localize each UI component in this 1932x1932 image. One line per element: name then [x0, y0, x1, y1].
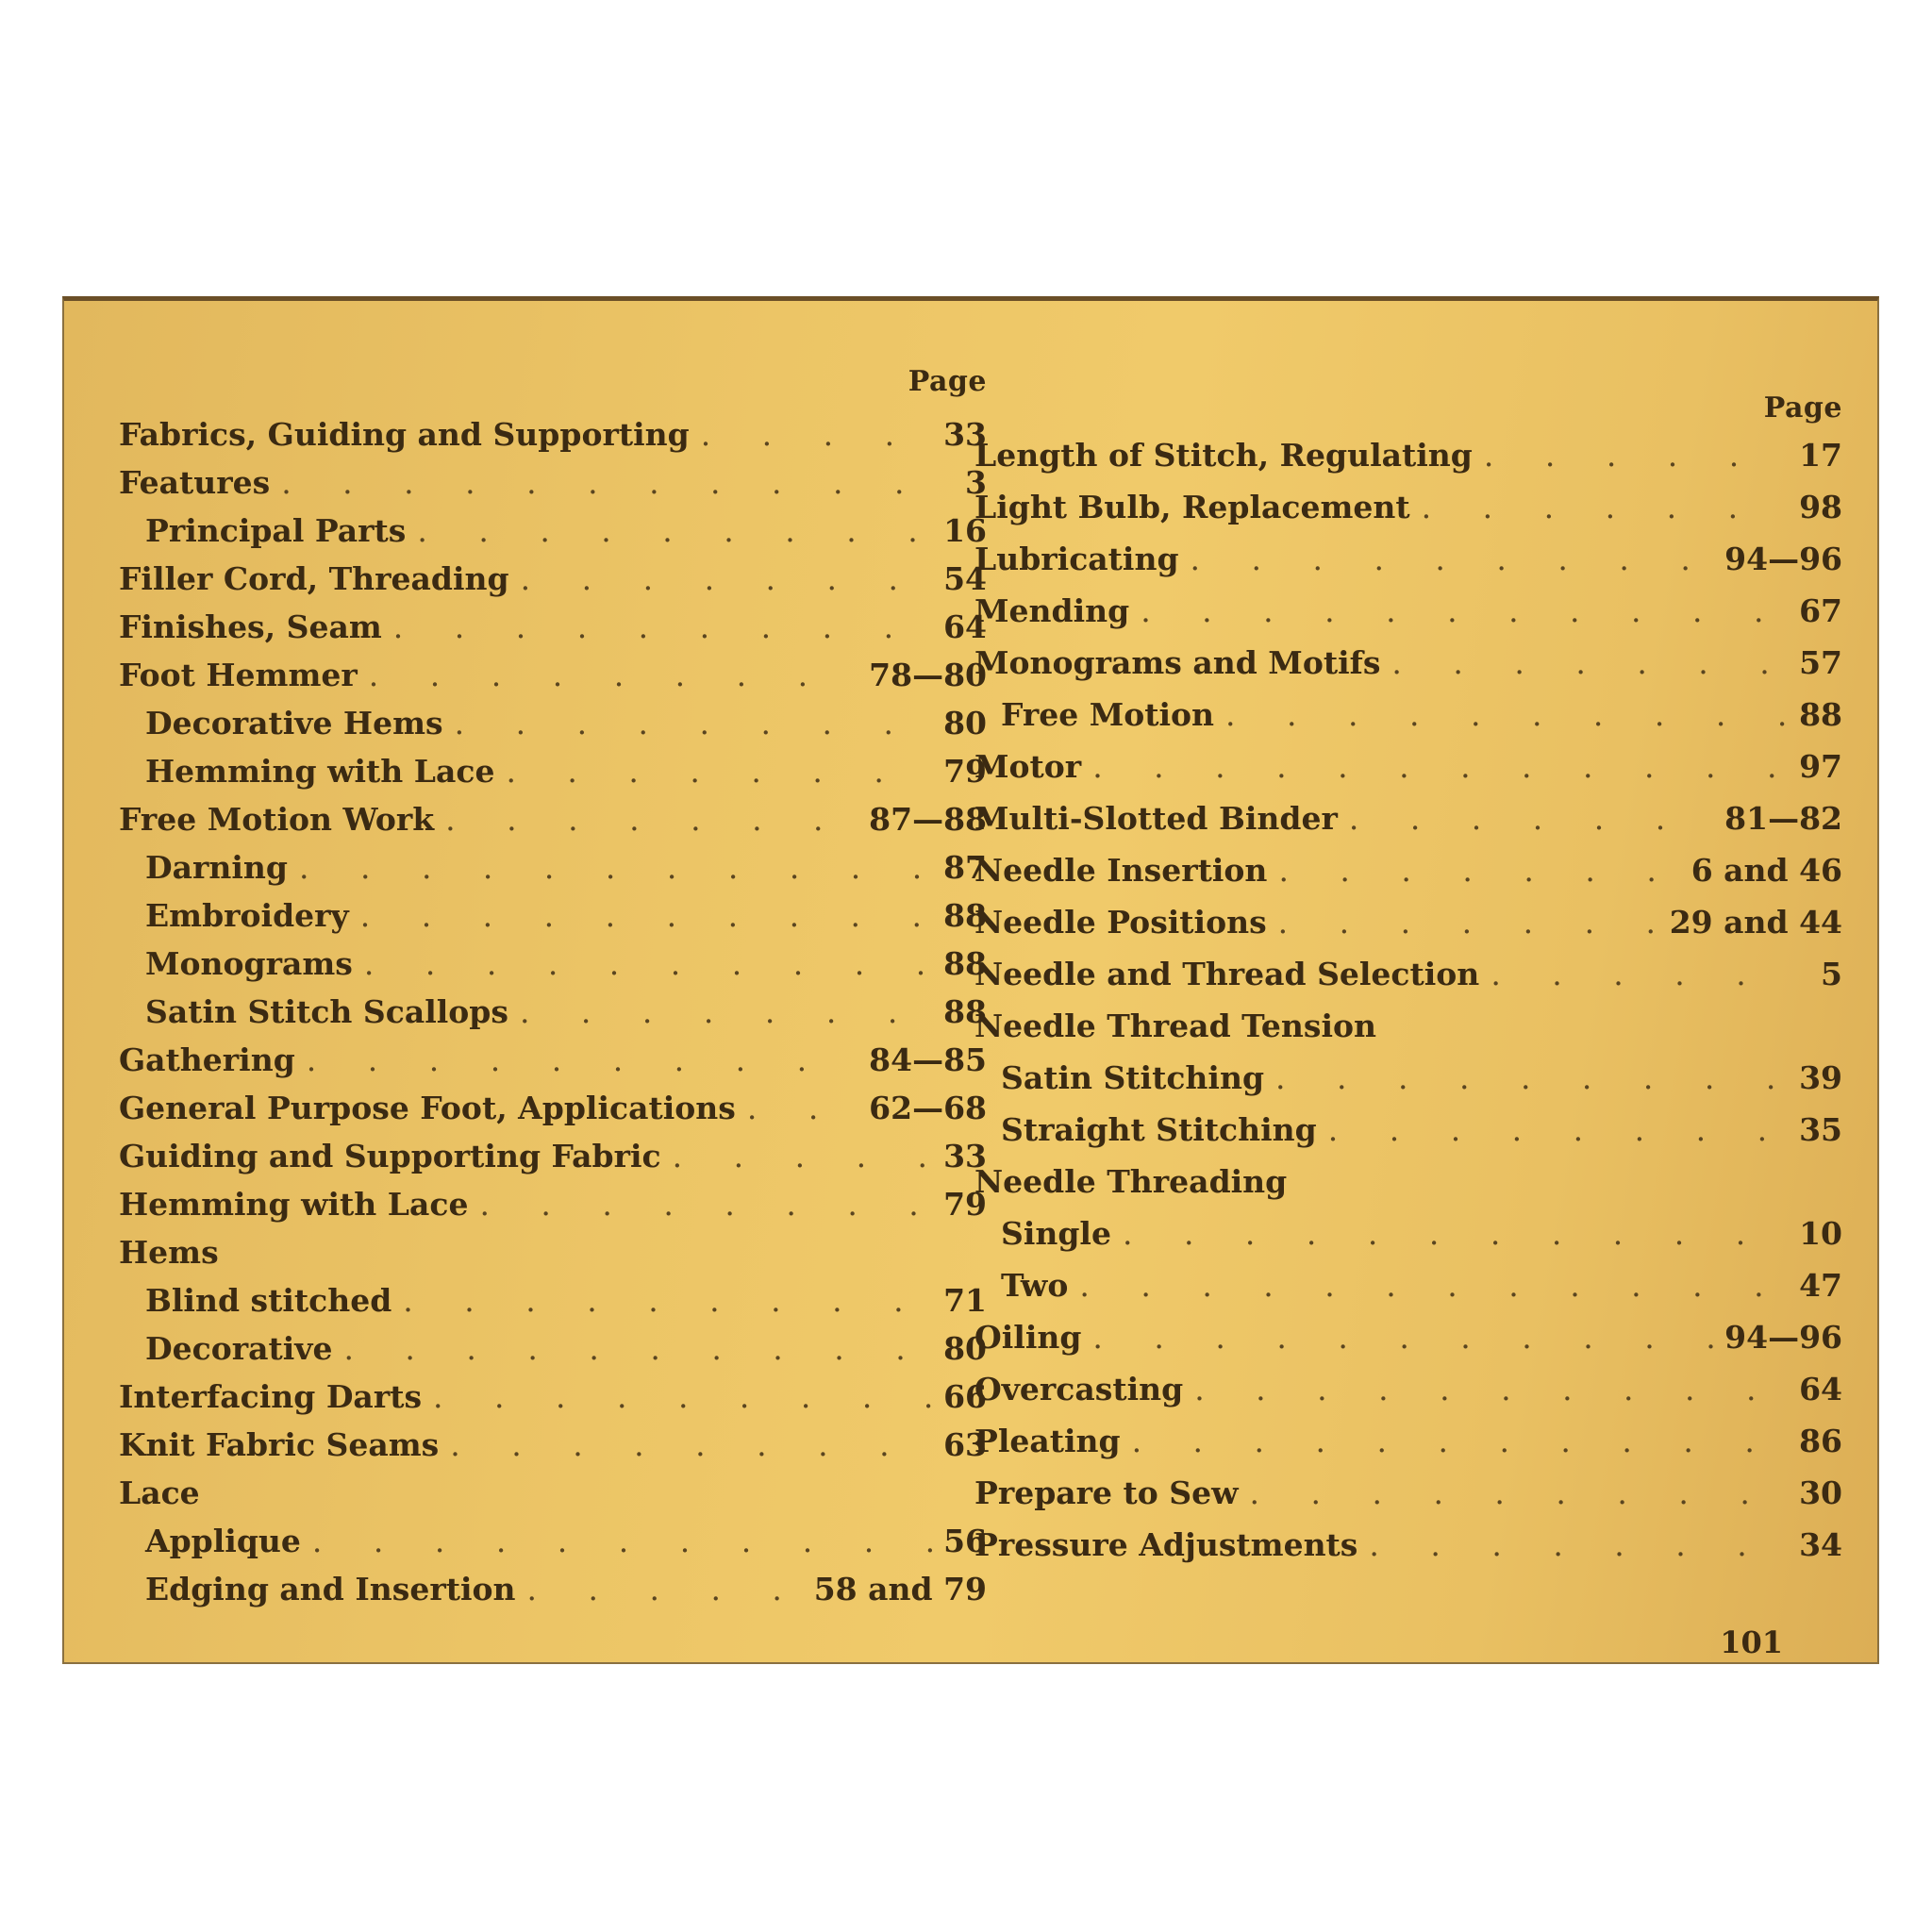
index-entry: [119, 1180, 987, 1228]
index-entry: [974, 689, 1842, 741]
index-entry-page: 86: [1799, 1423, 1842, 1459]
index-entry-page: 64: [1799, 1371, 1842, 1407]
index-entry-label: Edging and Insertion: [145, 1571, 516, 1607]
index-entry-page: 80: [943, 705, 987, 741]
index-entry-page: 33: [943, 416, 987, 453]
index-entry: [974, 741, 1842, 792]
index-entries-right: [974, 429, 1842, 1571]
index-entry-page: 30: [1799, 1474, 1842, 1511]
index-entry-page: 98: [1799, 489, 1842, 525]
index-entry-page: 88: [943, 945, 987, 982]
index-entry-label: Needle Threading: [974, 1163, 1288, 1200]
index-entry-page: 71: [943, 1282, 987, 1319]
index-entry: [974, 1052, 1842, 1104]
dot-leader: [701, 410, 932, 458]
dot-leader: [747, 1084, 858, 1132]
index-entry: [119, 891, 987, 940]
index-entry: [119, 1084, 987, 1132]
dot-leader: [360, 891, 932, 940]
index-entry-page: 84—85: [869, 1041, 987, 1078]
index-entry: [974, 1519, 1842, 1571]
index-entry: [119, 795, 987, 843]
index-entry-label: Hemming with Lace: [119, 1186, 469, 1223]
dot-leader: [527, 1565, 803, 1613]
index-entry: [974, 1415, 1842, 1467]
footer-page-number: 101: [1720, 1624, 1783, 1660]
index-entry-label: Interfacing Darts: [119, 1378, 423, 1415]
index-entry: [119, 410, 987, 458]
index-entry-page: 57: [1799, 644, 1842, 681]
page-column-header-left: Page: [908, 365, 987, 398]
index-entry: [119, 603, 987, 651]
index-entry-page: 16: [943, 512, 987, 549]
index-entry-page: 94—96: [1724, 541, 1842, 577]
index-entry-page: 79: [943, 1186, 987, 1223]
dot-leader: [520, 988, 932, 1036]
index-entry-label: Length of Stitch, Regulating: [974, 437, 1473, 474]
index-entry-label: Light Bulb, Replacement: [974, 489, 1410, 525]
index-entry: [119, 507, 987, 555]
index-entry-page: 88: [1799, 696, 1842, 733]
index-entry: [119, 1421, 987, 1469]
index-entry-page: 47: [1799, 1267, 1842, 1304]
index-entry-label: Lace: [119, 1474, 200, 1511]
dot-leader: [393, 603, 932, 651]
index-entry: [974, 481, 1842, 533]
index-entry-page: 29 and 44: [1669, 904, 1842, 941]
index-entry-page: 94—96: [1724, 1319, 1842, 1356]
dot-leader: [1141, 585, 1788, 637]
index-entry: [119, 747, 987, 795]
dot-leader: [364, 940, 932, 988]
index-entry: [119, 1324, 987, 1373]
index-entry-label: General Purpose Foot, Applications: [119, 1090, 736, 1126]
dot-leader: [312, 1517, 932, 1565]
index-entry: [119, 1132, 987, 1180]
index-entry-label: Free Motion: [1001, 696, 1215, 733]
dot-leader: [455, 699, 932, 747]
dot-leader: [1275, 1052, 1788, 1104]
dot-leader: [1278, 896, 1658, 948]
index-entry: [119, 458, 987, 507]
dot-leader: [433, 1373, 932, 1421]
index-entry-label: Needle Thread Tension: [974, 1008, 1377, 1044]
index-entry-label: Satin Stitch Scallops: [145, 993, 508, 1030]
dot-leader: [1194, 1363, 1788, 1415]
index-entry-label: Foot Hemmer: [119, 657, 358, 693]
index-entry-page: 33: [943, 1138, 987, 1174]
index-entry: [119, 1517, 987, 1565]
index-entry: [974, 1000, 1842, 1052]
dot-leader: [506, 747, 932, 795]
index-entry-label: Free Motion Work: [119, 801, 435, 838]
index-entry-label: Satin Stitching: [1001, 1059, 1265, 1096]
index-entry: [974, 1363, 1842, 1415]
index-entry: [974, 429, 1842, 481]
index-entry-page: 88: [943, 897, 987, 934]
index-entry-page: 3: [965, 464, 987, 501]
index-entry-label: Multi-Slotted Binder: [974, 800, 1338, 837]
index-entry: [119, 1228, 987, 1276]
dot-leader: [450, 1421, 932, 1469]
index-entry: [119, 555, 987, 603]
index-entry-label: Lubricating: [974, 541, 1179, 577]
index-entry: [974, 1208, 1842, 1259]
dot-leader: [1278, 844, 1679, 896]
index-entry-label: Needle Insertion: [974, 852, 1268, 889]
index-entry: [119, 1469, 987, 1517]
index-entry-page: 87: [943, 849, 987, 886]
index-entry-label: Fabrics, Guiding and Supporting: [119, 416, 690, 453]
index-page: [62, 296, 1879, 1664]
index-entry: [119, 940, 987, 988]
index-entry-label: Pressure Adjustments: [974, 1526, 1358, 1563]
index-entry-page: 17: [1799, 437, 1842, 474]
dot-leader: [1391, 637, 1788, 689]
index-entry-label: Hems: [119, 1234, 219, 1271]
index-entry-label: Oiling: [974, 1319, 1082, 1356]
index-entry-page: 81—82: [1724, 800, 1842, 837]
index-entry-label: Applique: [145, 1523, 301, 1559]
dot-leader: [1349, 792, 1713, 844]
index-entry: [974, 1311, 1842, 1363]
index-entry-label: Darning: [145, 849, 288, 886]
dot-leader: [445, 795, 858, 843]
index-entry-label: Mending: [974, 592, 1130, 629]
index-entry-label: Decorative: [145, 1330, 333, 1367]
dot-leader: [1123, 1208, 1788, 1259]
index-entry-label: Principal Parts: [145, 512, 407, 549]
index-entry-page: 62—68: [869, 1090, 987, 1126]
dot-leader: [343, 1324, 932, 1373]
index-entry: [119, 1036, 987, 1084]
index-entry-label: Two: [1001, 1267, 1069, 1304]
index-entry-label: Finishes, Seam: [119, 608, 382, 645]
dot-leader: [1328, 1104, 1788, 1156]
index-entry-label: Prepare to Sew: [974, 1474, 1239, 1511]
index-entry: [119, 1565, 987, 1613]
index-entry: [974, 637, 1842, 689]
index-entry-label: Needle and Thread Selection: [974, 956, 1480, 992]
index-entry-label: Motor: [974, 748, 1082, 785]
index-entry-label: Straight Stitching: [1001, 1111, 1317, 1148]
index-entry-label: Needle Positions: [974, 904, 1267, 941]
index-entry: [119, 988, 987, 1036]
dot-leader: [1484, 429, 1788, 481]
index-entry-label: Blind stitched: [145, 1282, 392, 1319]
dot-leader: [673, 1132, 932, 1180]
dot-leader: [521, 555, 932, 603]
index-entry-page: 64: [943, 608, 987, 645]
index-entry-page: 10: [1799, 1215, 1842, 1252]
index-entry: [974, 948, 1842, 1000]
index-entry: [974, 1467, 1842, 1519]
dot-leader: [1132, 1415, 1788, 1467]
index-entry: [119, 1276, 987, 1324]
index-entry-label: Filler Cord, Threading: [119, 560, 509, 597]
index-entry-page: 79: [943, 753, 987, 790]
index-entry-page: 35: [1799, 1111, 1842, 1148]
index-entry: [974, 533, 1842, 585]
index-entry-page: 97: [1799, 748, 1842, 785]
index-entry-label: Knit Fabric Seams: [119, 1426, 440, 1463]
index-entry-page: 58 and 79: [813, 1571, 987, 1607]
dot-leader: [1092, 1311, 1713, 1363]
dot-leader: [1225, 689, 1788, 741]
index-entry-label: Single: [1001, 1215, 1111, 1252]
index-entry-label: Features: [119, 464, 271, 501]
index-entry-page: 67: [1799, 592, 1842, 629]
index-entry-label: Gathering: [119, 1041, 295, 1078]
index-entry: [119, 651, 987, 699]
index-entry: [119, 843, 987, 891]
index-entry-page: 56: [943, 1523, 987, 1559]
dot-leader: [307, 1036, 858, 1084]
dot-leader: [1079, 1259, 1788, 1311]
dot-leader: [1369, 1519, 1788, 1571]
dot-leader: [299, 843, 932, 891]
index-entry-label: Monograms: [145, 945, 353, 982]
dot-leader: [1422, 481, 1788, 533]
dot-leader: [1092, 741, 1788, 792]
index-entry-label: Embroidery: [145, 897, 349, 934]
index-entries-left: [119, 410, 987, 1613]
index-entry-label: Decorative Hems: [145, 705, 443, 741]
index-entry: [974, 896, 1842, 948]
index-entry: [119, 699, 987, 747]
index-entry: [974, 792, 1842, 844]
index-entry: [974, 844, 1842, 896]
index-entry-page: 34: [1799, 1526, 1842, 1563]
page-column-header-right: Page: [1763, 391, 1842, 425]
index-entry-page: 39: [1799, 1059, 1842, 1096]
index-entry: [974, 1259, 1842, 1311]
dot-leader: [1250, 1467, 1789, 1519]
index-entry-page: 66: [943, 1378, 987, 1415]
index-entry-label: Hemming with Lace: [145, 753, 495, 790]
index-entry-page: 88: [943, 993, 987, 1030]
dot-leader: [417, 507, 932, 555]
dot-leader: [281, 458, 938, 507]
dot-leader: [369, 651, 858, 699]
index-entry-label: Monograms and Motifs: [974, 644, 1381, 681]
index-entry: [974, 585, 1842, 637]
dot-leader: [403, 1276, 932, 1324]
index-entry: [119, 1373, 987, 1421]
index-entry-page: 6 and 46: [1690, 852, 1842, 889]
index-entry-page: 87—88: [869, 801, 987, 838]
dot-leader: [479, 1180, 932, 1228]
dot-leader: [1191, 533, 1714, 585]
index-entry-page: 63: [943, 1426, 987, 1463]
index-entry-label: Overcasting: [974, 1371, 1184, 1407]
index-entry-label: Pleating: [974, 1423, 1121, 1459]
index-entry-page: 54: [943, 560, 987, 597]
index-entry: [974, 1156, 1842, 1208]
index-entry-page: 80: [943, 1330, 987, 1367]
index-entry: [974, 1104, 1842, 1156]
index-entry-label: Guiding and Supporting Fabric: [119, 1138, 661, 1174]
dot-leader: [1491, 948, 1793, 1000]
index-entry-page: 78—80: [869, 657, 987, 693]
index-entry-page: 5: [1821, 956, 1842, 992]
